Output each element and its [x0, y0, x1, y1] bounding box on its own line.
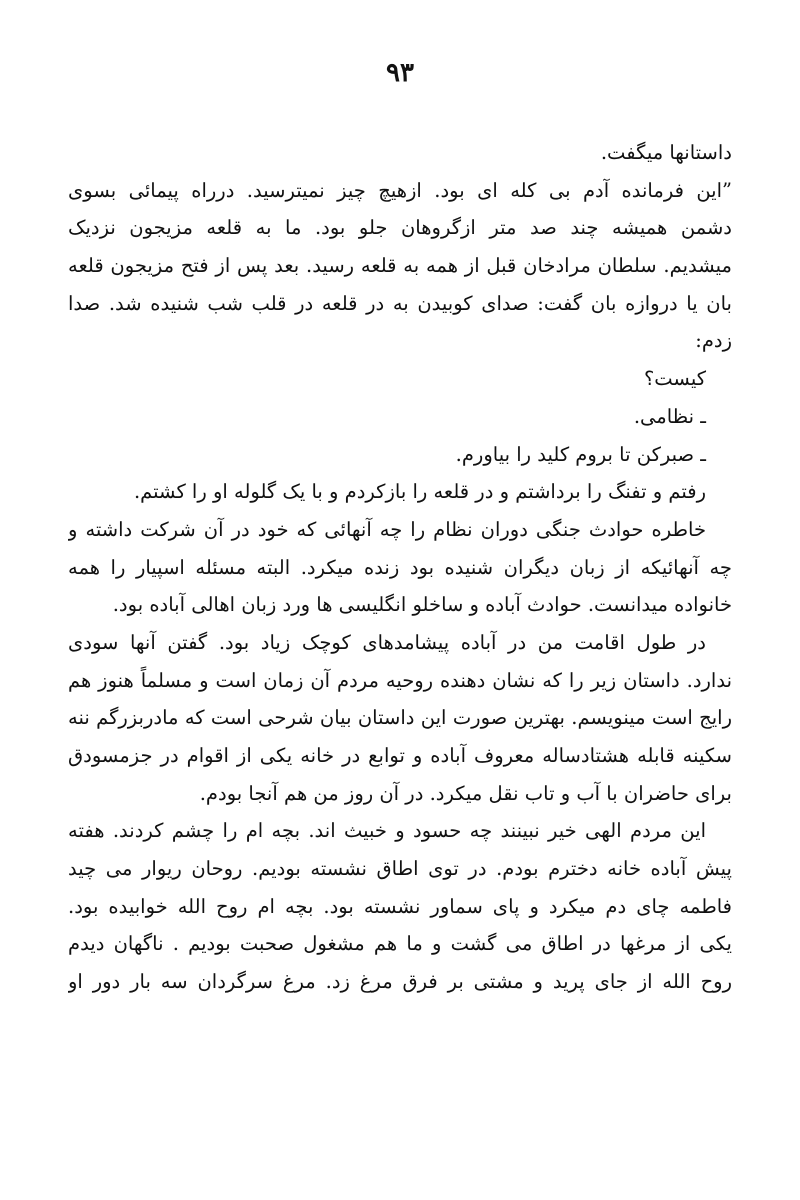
text-line: خانواده میدانست. حوادث آباده و ساخلو انگلیسی ها ورد زبان اهالی آباده بود.	[112, 593, 732, 617]
text-line: رفتم و تفنگ را برداشتم و در قلعه را بازکردم و با یک گلوله او را کشتم.	[133, 480, 706, 504]
text-line: رایج است مینویسم. بهترین صورت این داستان بیان شرحی است که مادربزرگم ننه	[68, 706, 732, 730]
text-line: پیش آباده خانه دخترم بودم. در توی اطاق نشسته بودیم. روحان ریوار می چید	[68, 857, 732, 881]
text-line: روح الله از جای پرید و مشتی بر فرق مرغ زد. مرغ سرگردان سه بار دور او	[68, 970, 732, 994]
text-line: دشمن همیشه چند صد متر ازگروهان جلو بود. ما به قلعه مزیجون نزدیک	[68, 216, 732, 240]
text-line: داستانها میگفت.	[600, 141, 732, 164]
body-text	[68, 134, 732, 1001]
text-line: برای حاضران با آب و تاب نقل میکرد. در آن روز من هم آنجا بودم.	[199, 781, 732, 805]
text-line: ـ صبرکن تا بروم کلید را بیاورم.	[455, 442, 706, 466]
text-line: کیست؟	[643, 367, 706, 391]
text-line: بان یا دروازه بان گفت: صدای کوبیدن به در قلعه در قلب شب شنیده شد. صدا	[68, 291, 732, 315]
text-line: ”این فرمانده آدم بی کله ای بود. ازهیچ چیز نمیترسید. درراه پیمائی بسوی	[68, 178, 732, 202]
text-line: خاطره حوادث جنگی دوران نظام را چه آنهائی که خود در آن شرکت داشته و	[68, 517, 706, 541]
text-line: سکینه قابله هشتادساله معروف آباده و توابع در خانه یکی از اقوام در جزمسودق	[68, 744, 732, 767]
text-line: ـ نظامی.	[633, 404, 706, 428]
page-number: ۹۳	[386, 58, 414, 88]
text-line: چه آنهائیکه از زبان دیگران شنیده بود زنده میکرد. البته مسئله اسپیار را همه	[68, 555, 732, 579]
text-line: ندارد. داستان زیر را که نشان دهنده روحیه مردم آن زمان است و مسلماً هنوز هم	[68, 668, 732, 692]
text-line: فاطمه چای دم میکرد و پای سماور نشسته بود. بچه ام روح الله خوابیده بود.	[68, 894, 732, 918]
text-line: یکی از مرغها در اطاق می گشت و ما هم مشغول صحبت بودیم . ناگهان دیدم	[68, 932, 732, 956]
text-line: میشدیم. سلطان مرادخان قبل از همه به قلعه رسید. بعد پس از فتح مزیجون قلعه	[68, 254, 732, 278]
text-line: این مردم الهی خیر نبینند چه حسود و خبیث اند. بچه ام را چشم کردند. هفته	[68, 819, 706, 843]
text-line: در طول اقامت من در آباده پیشامدهای کوچک زیاد بود. گفتن آنها سودی	[68, 630, 706, 654]
text-line: زدم:	[695, 329, 732, 353]
